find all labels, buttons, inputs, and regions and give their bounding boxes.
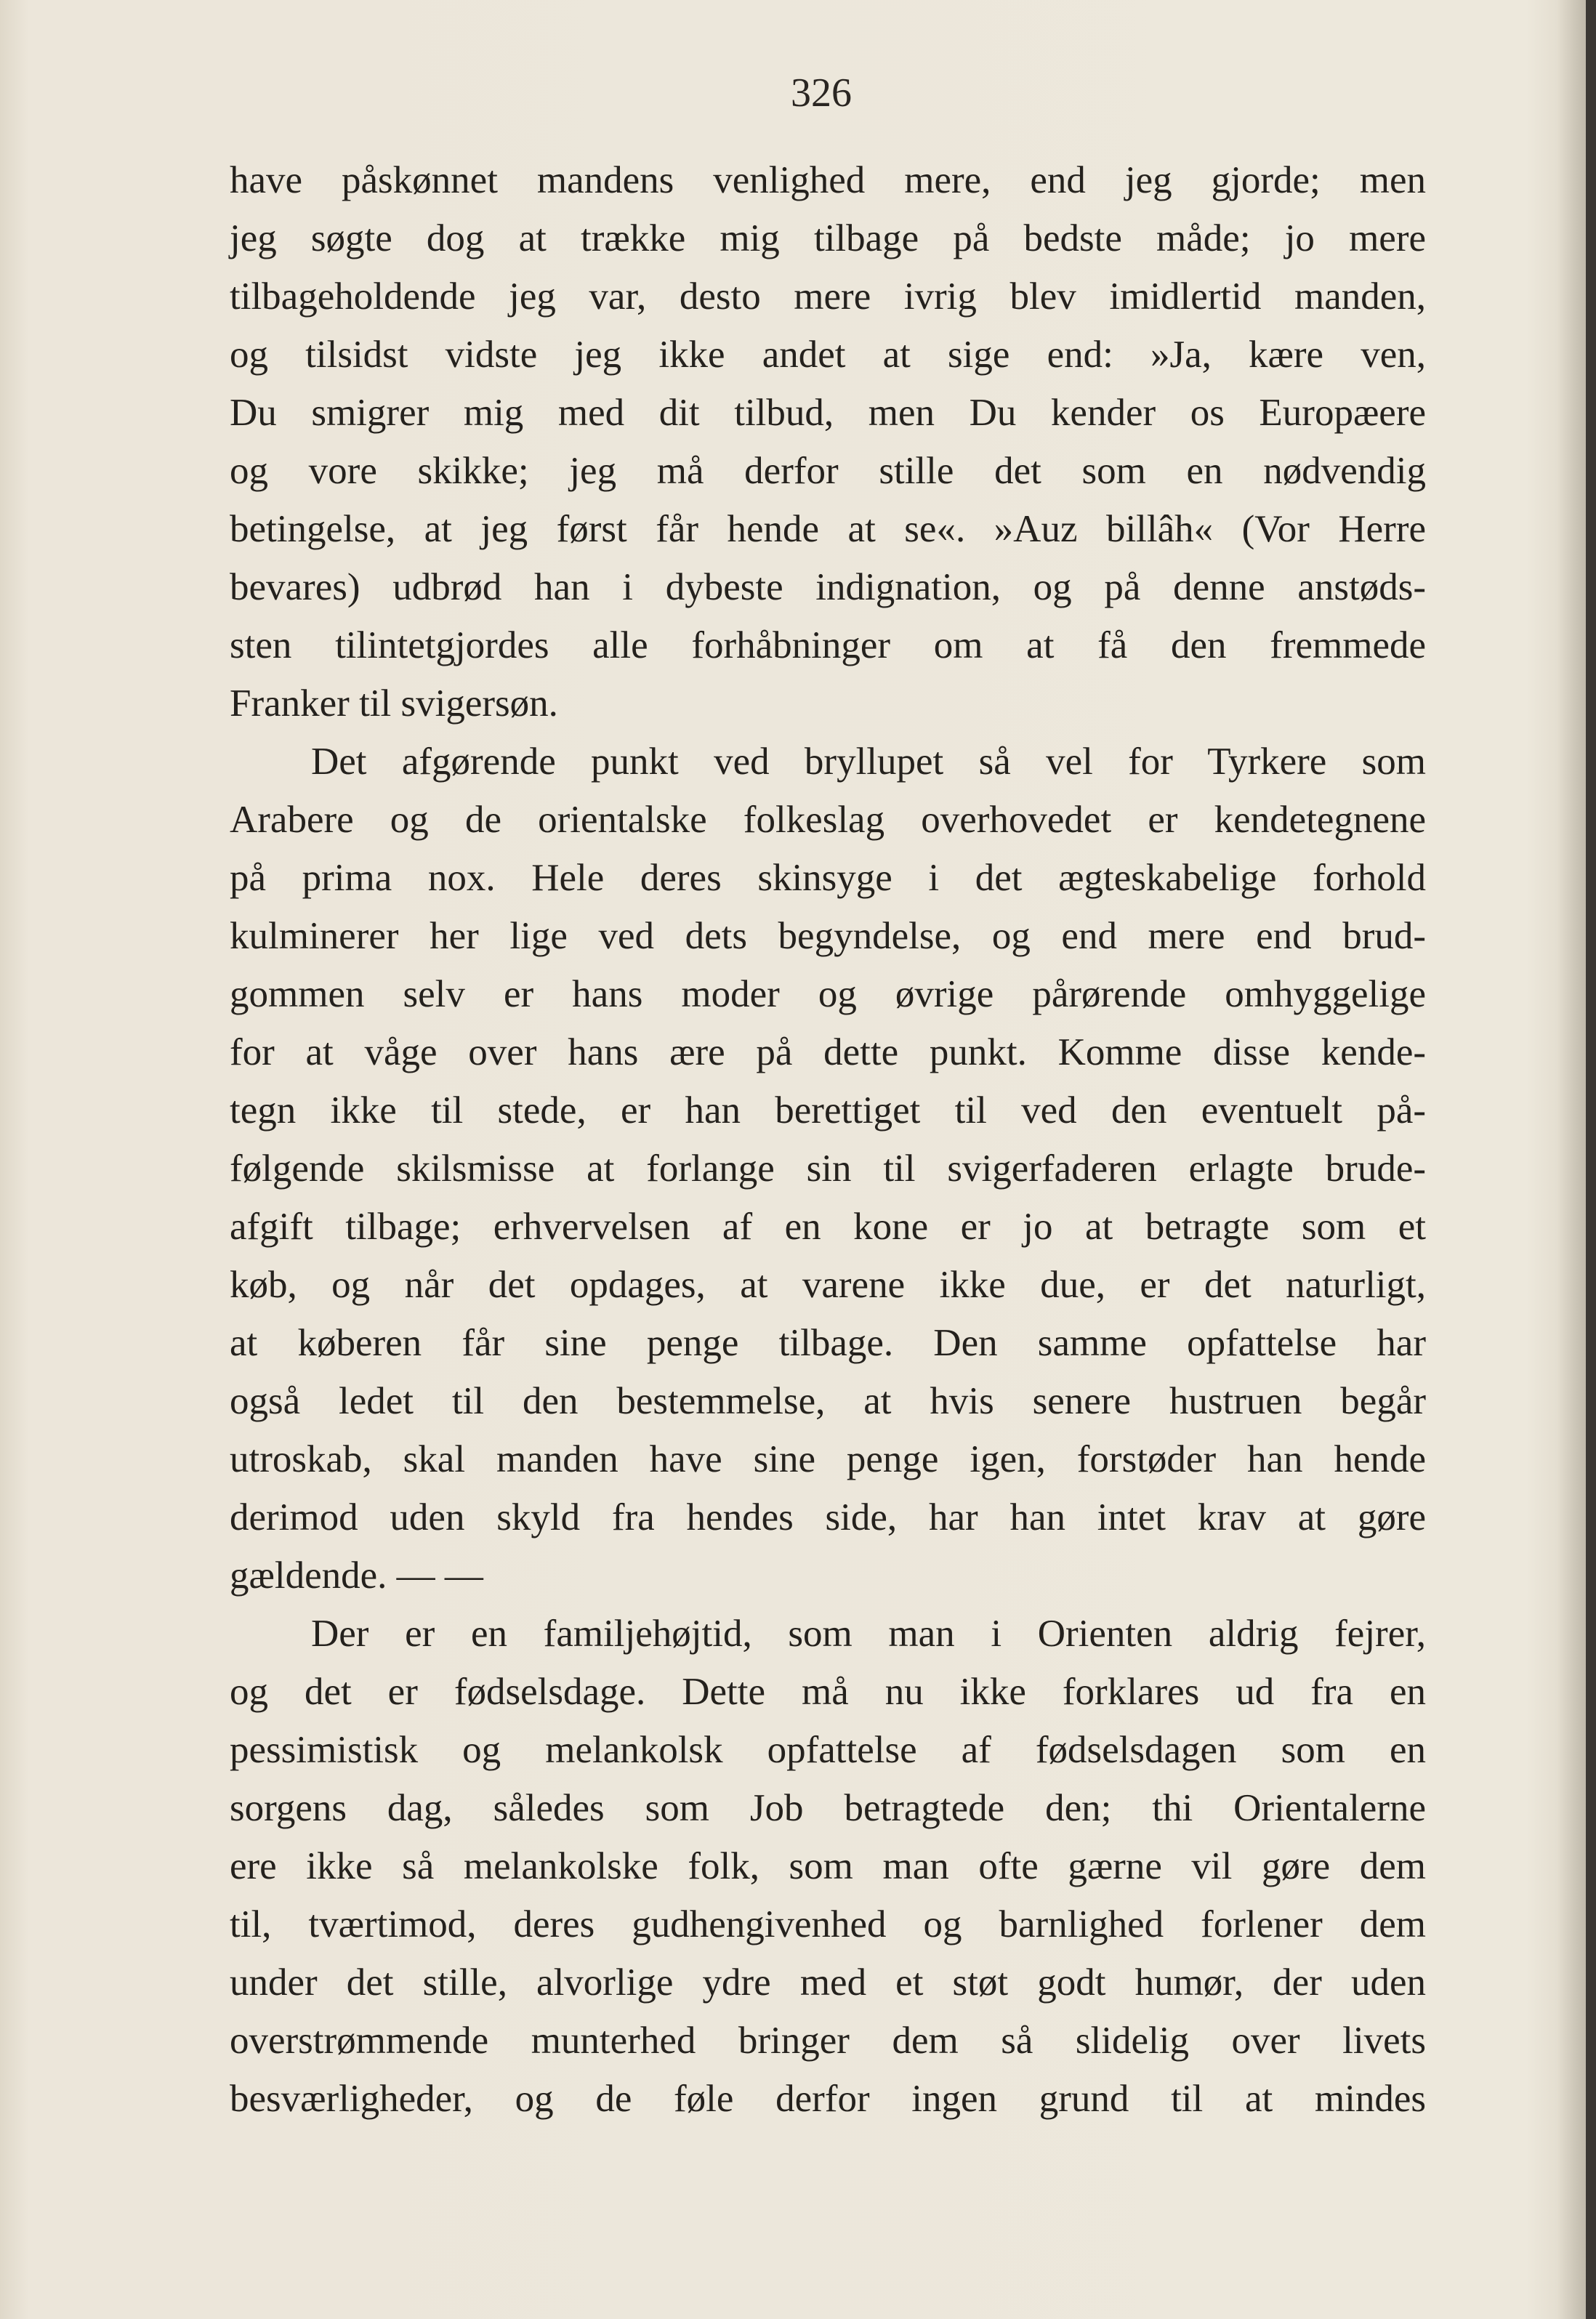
text-line: Der er en familjehøjtid, som man i Orienten aldrig fejrer, [311,1613,1426,1655]
text-line: Det afgørende punkt ved bryllupet så vel for Tyrkere som [311,741,1426,783]
text-line: og det er fødselsdage. Dette må nu ikke forklares ud fra en [230,1671,1426,1713]
text-line: under det stille, alvorlige ydre med et støt godt humør, der uden [230,1961,1426,2004]
text-line: tilbageholdende jeg var, desto mere ivrig blev imidlertid manden, [230,275,1426,318]
page-gutter-shadow [1557,0,1586,2319]
text-line: bevares) udbrød han i dybeste indignation, og på denne anstøds- [230,566,1426,608]
page-number: 326 [791,70,852,116]
text-line: Du smigrer mig med dit tilbud, men Du kender os Europæere [230,392,1426,434]
text-line: gældende. — — [230,1554,483,1597]
text-line: tegn ikke til stede, er han berettiget til ved den eventuelt på- [230,1089,1426,1132]
text-line: have påskønnet mandens venlighed mere, end jeg gjorde; men [230,159,1426,201]
text-line: sten tilintetgjordes alle forhåbninger om at få den fremmede [230,624,1426,666]
text-line: for at våge over hans ære på dette punkt. Komme disse kende- [230,1031,1426,1073]
text-line: på prima nox. Hele deres skinsyge i det ægteskabelige forhold [230,857,1426,899]
text-line: kulminerer her lige ved dets begyndelse, og end mere end brud- [230,915,1426,957]
text-line: og tilsidst vidste jeg ikke andet at sige end: »Ja, kære ven, [230,334,1426,376]
text-line: ere ikke så melankolske folk, som man ofte gærne vil gøre dem [230,1845,1426,1887]
text-line: gommen selv er hans moder og øvrige pårørende omhyggelige [230,973,1426,1015]
text-line: og vore skikke; jeg må derfor stille det som en nødvendig [230,450,1426,492]
text-line: overstrømmende munterhed bringer dem så slidelig over livets [230,2020,1426,2062]
text-line: Franker til svigersøn. [230,682,558,725]
text-line: at køberen får sine penge tilbage. Den samme opfattelse har [230,1322,1426,1364]
text-line: sorgens dag, således som Job betragtede den; thi Orientalerne [230,1787,1426,1829]
text-line: følgende skilsmisse at forlange sin til svigerfaderen erlagte brude- [230,1148,1426,1190]
scan-edge [1586,0,1596,2319]
text-line: også ledet til den bestemmelse, at hvis senere hustruen begår [230,1380,1426,1422]
text-line: Arabere og de orientalske folkeslag overhovedet er kendetegnene [230,799,1426,841]
text-line: køb, og når det opdages, at varene ikke due, er det naturligt, [230,1264,1426,1306]
text-line: besværligheder, og de føle derfor ingen grund til at mindes [230,2078,1426,2120]
text-line: betingelse, at jeg først får hende at se«. »Auz billâh« (Vor Herre [230,508,1426,550]
text-line: utroskab, skal manden have sine penge igen, forstøder han hende [230,1438,1426,1480]
text-line: afgift tilbage; erhvervelsen af en kone er jo at betragte som et [230,1206,1426,1248]
text-line: jeg søgte dog at trække mig tilbage på bedste måde; jo mere [230,217,1426,259]
text-line: derimod uden skyld fra hendes side, har han intet krav at gøre [230,1496,1426,1538]
body-text [230,151,1426,2128]
text-line: pessimistisk og melankolsk opfattelse af fødselsdagen som en [230,1729,1426,1771]
text-line: til, tværtimod, deres gudhengivenhed og barnlighed forlener dem [230,1903,1426,1945]
